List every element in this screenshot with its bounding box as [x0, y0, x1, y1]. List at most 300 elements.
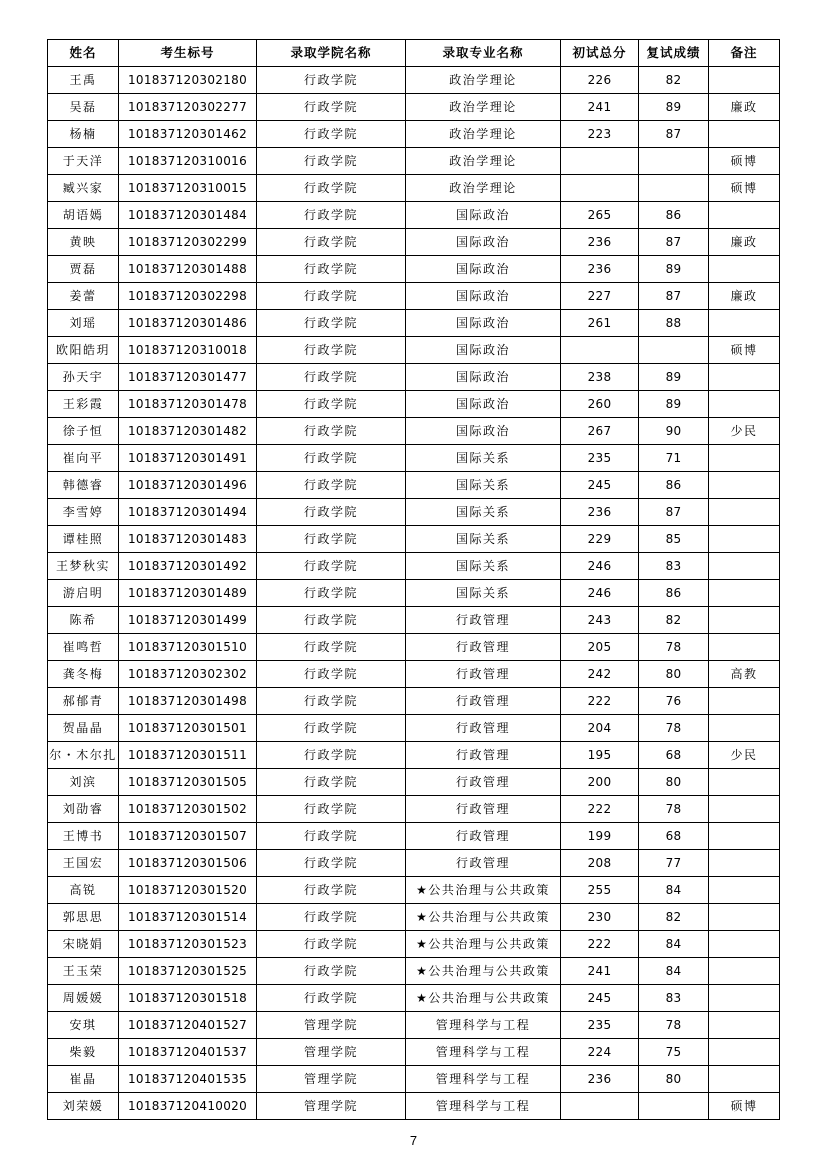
cell-initial-score — [561, 175, 639, 202]
cell-major: ★公共治理与公共政策 — [406, 985, 561, 1012]
cell-name: 王博书 — [48, 823, 119, 850]
cell-remarks — [709, 877, 780, 904]
cell-major: 国际政治 — [406, 256, 561, 283]
cell-college: 行政学院 — [257, 769, 406, 796]
cell-retest-score: 82 — [639, 67, 709, 94]
cell-retest-score: 84 — [639, 877, 709, 904]
table-row — [48, 148, 780, 175]
cell-major: 政治学理论 — [406, 121, 561, 148]
cell-exam-id: 101837120310015 — [119, 175, 257, 202]
cell-initial-score: 243 — [561, 607, 639, 634]
cell-remarks — [709, 904, 780, 931]
cell-exam-id: 101837120301494 — [119, 499, 257, 526]
cell-name: 崔鸣哲 — [48, 634, 119, 661]
cell-major: 管理科学与工程 — [406, 1093, 561, 1120]
cell-exam-id: 101837120302299 — [119, 229, 257, 256]
cell-exam-id: 101837120401527 — [119, 1012, 257, 1039]
cell-remarks — [709, 1012, 780, 1039]
cell-remarks — [709, 796, 780, 823]
cell-retest-score: 89 — [639, 391, 709, 418]
cell-exam-id: 101837120310016 — [119, 148, 257, 175]
cell-name: 谭桂照 — [48, 526, 119, 553]
cell-initial-score: 195 — [561, 742, 639, 769]
cell-initial-score: 208 — [561, 850, 639, 877]
table-row — [48, 94, 780, 121]
cell-retest-score: 85 — [639, 526, 709, 553]
cell-exam-id: 101837120301525 — [119, 958, 257, 985]
cell-initial-score — [561, 148, 639, 175]
table-row — [48, 67, 780, 94]
cell-name: 刘滨 — [48, 769, 119, 796]
admission-table — [47, 39, 780, 1120]
cell-name: 陈希 — [48, 607, 119, 634]
cell-retest-score: 78 — [639, 1012, 709, 1039]
cell-name: 龚冬梅 — [48, 661, 119, 688]
cell-major: 国际政治 — [406, 229, 561, 256]
cell-remarks — [709, 634, 780, 661]
cell-college: 行政学院 — [257, 985, 406, 1012]
cell-name: 贾磊 — [48, 256, 119, 283]
cell-remarks: 硕博 — [709, 175, 780, 202]
cell-college: 管理学院 — [257, 1093, 406, 1120]
cell-name: 郝郁青 — [48, 688, 119, 715]
cell-exam-id: 101837120401537 — [119, 1039, 257, 1066]
cell-name: 贺晶晶 — [48, 715, 119, 742]
cell-retest-score: 68 — [639, 823, 709, 850]
cell-college: 行政学院 — [257, 337, 406, 364]
table-row — [48, 283, 780, 310]
cell-exam-id: 101837120301520 — [119, 877, 257, 904]
cell-remarks — [709, 715, 780, 742]
cell-initial-score: 245 — [561, 985, 639, 1012]
cell-college: 行政学院 — [257, 958, 406, 985]
cell-college: 行政学院 — [257, 175, 406, 202]
cell-initial-score: 229 — [561, 526, 639, 553]
cell-college: 行政学院 — [257, 661, 406, 688]
cell-college: 行政学院 — [257, 634, 406, 661]
cell-college: 管理学院 — [257, 1012, 406, 1039]
cell-remarks: 少民 — [709, 418, 780, 445]
cell-remarks — [709, 499, 780, 526]
cell-name: 王禹 — [48, 67, 119, 94]
cell-college: 行政学院 — [257, 391, 406, 418]
table-row — [48, 1093, 780, 1120]
cell-name: 游启明 — [48, 580, 119, 607]
table-row — [48, 742, 780, 769]
cell-major: ★公共治理与公共政策 — [406, 931, 561, 958]
table-row — [48, 796, 780, 823]
cell-major: 行政管理 — [406, 715, 561, 742]
cell-college: 行政学院 — [257, 94, 406, 121]
cell-retest-score: 89 — [639, 94, 709, 121]
cell-initial-score: 236 — [561, 256, 639, 283]
cell-retest-score: 82 — [639, 904, 709, 931]
table-row — [48, 985, 780, 1012]
cell-exam-id: 101837120301505 — [119, 769, 257, 796]
cell-name: 姜蕾 — [48, 283, 119, 310]
cell-initial-score: 246 — [561, 553, 639, 580]
header-name: 姓名 — [48, 40, 119, 67]
cell-initial-score: 204 — [561, 715, 639, 742]
table-row — [48, 310, 780, 337]
cell-initial-score: 260 — [561, 391, 639, 418]
cell-major: 国际政治 — [406, 391, 561, 418]
cell-name: 郭思思 — [48, 904, 119, 931]
cell-exam-id: 101837120301462 — [119, 121, 257, 148]
cell-remarks — [709, 850, 780, 877]
cell-name: 臧兴家 — [48, 175, 119, 202]
cell-college: 行政学院 — [257, 499, 406, 526]
cell-name: 韩德睿 — [48, 472, 119, 499]
cell-name: 崔向平 — [48, 445, 119, 472]
cell-retest-score: 87 — [639, 121, 709, 148]
cell-remarks — [709, 688, 780, 715]
cell-major: 行政管理 — [406, 607, 561, 634]
cell-retest-score: 83 — [639, 553, 709, 580]
cell-retest-score: 82 — [639, 607, 709, 634]
cell-initial-score: 255 — [561, 877, 639, 904]
cell-retest-score — [639, 175, 709, 202]
cell-remarks — [709, 553, 780, 580]
cell-college: 行政学院 — [257, 742, 406, 769]
cell-remarks: 廉政 — [709, 283, 780, 310]
cell-major: ★公共治理与公共政策 — [406, 904, 561, 931]
cell-college: 管理学院 — [257, 1066, 406, 1093]
table-row — [48, 418, 780, 445]
cell-initial-score — [561, 337, 639, 364]
cell-major: 国际政治 — [406, 310, 561, 337]
cell-major: 国际政治 — [406, 364, 561, 391]
cell-major: 国际关系 — [406, 553, 561, 580]
table-row — [48, 823, 780, 850]
cell-exam-id: 101837120301482 — [119, 418, 257, 445]
cell-name: 高锐 — [48, 877, 119, 904]
cell-major: 行政管理 — [406, 688, 561, 715]
cell-remarks — [709, 985, 780, 1012]
cell-retest-score — [639, 337, 709, 364]
cell-name: 欧阳皓玥 — [48, 337, 119, 364]
cell-college: 行政学院 — [257, 877, 406, 904]
cell-college: 行政学院 — [257, 148, 406, 175]
cell-exam-id: 101837120401535 — [119, 1066, 257, 1093]
cell-name: 周媛媛 — [48, 985, 119, 1012]
cell-major: 管理科学与工程 — [406, 1012, 561, 1039]
cell-name: 王梦秋实 — [48, 553, 119, 580]
cell-initial-score: 245 — [561, 472, 639, 499]
cell-exam-id: 101837120301484 — [119, 202, 257, 229]
cell-major: 国际关系 — [406, 445, 561, 472]
cell-retest-score: 89 — [639, 256, 709, 283]
header-retest-score: 复试成绩 — [639, 40, 709, 67]
cell-retest-score: 84 — [639, 931, 709, 958]
cell-name: 徐子恒 — [48, 418, 119, 445]
cell-retest-score: 68 — [639, 742, 709, 769]
cell-retest-score: 80 — [639, 769, 709, 796]
cell-exam-id: 101837120301506 — [119, 850, 257, 877]
cell-college: 行政学院 — [257, 580, 406, 607]
cell-exam-id: 101837120301501 — [119, 715, 257, 742]
cell-major: 行政管理 — [406, 850, 561, 877]
cell-remarks — [709, 607, 780, 634]
cell-initial-score: 236 — [561, 1066, 639, 1093]
cell-retest-score: 78 — [639, 796, 709, 823]
cell-name: 孙天宇 — [48, 364, 119, 391]
cell-exam-id: 101837120301499 — [119, 607, 257, 634]
table-row — [48, 904, 780, 931]
cell-exam-id: 101837120410020 — [119, 1093, 257, 1120]
cell-major: 国际政治 — [406, 418, 561, 445]
cell-major: 行政管理 — [406, 742, 561, 769]
cell-remarks: 少民 — [709, 742, 780, 769]
table-row — [48, 931, 780, 958]
cell-initial-score: 238 — [561, 364, 639, 391]
table-row — [48, 553, 780, 580]
cell-major: 国际关系 — [406, 580, 561, 607]
cell-remarks — [709, 202, 780, 229]
cell-major: 行政管理 — [406, 661, 561, 688]
cell-name: 李雪婷 — [48, 499, 119, 526]
cell-remarks: 廉政 — [709, 229, 780, 256]
cell-exam-id: 101837120302302 — [119, 661, 257, 688]
cell-exam-id: 101837120301478 — [119, 391, 257, 418]
cell-retest-score: 80 — [639, 1066, 709, 1093]
cell-major: 政治学理论 — [406, 175, 561, 202]
table-row — [48, 472, 780, 499]
cell-retest-score: 71 — [639, 445, 709, 472]
cell-exam-id: 101837120301511 — [119, 742, 257, 769]
cell-name: 刘瑶 — [48, 310, 119, 337]
table-row — [48, 337, 780, 364]
cell-remarks: 硕博 — [709, 148, 780, 175]
cell-college: 行政学院 — [257, 850, 406, 877]
cell-exam-id: 101837120301518 — [119, 985, 257, 1012]
table-row — [48, 445, 780, 472]
cell-exam-id: 101837120302298 — [119, 283, 257, 310]
cell-initial-score: 222 — [561, 688, 639, 715]
cell-remarks: 硕博 — [709, 1093, 780, 1120]
table-row — [48, 256, 780, 283]
cell-remarks — [709, 823, 780, 850]
cell-exam-id: 101837120301488 — [119, 256, 257, 283]
cell-college: 行政学院 — [257, 823, 406, 850]
cell-college: 行政学院 — [257, 67, 406, 94]
cell-retest-score: 86 — [639, 472, 709, 499]
cell-college: 行政学院 — [257, 796, 406, 823]
cell-initial-score: 242 — [561, 661, 639, 688]
cell-retest-score: 87 — [639, 499, 709, 526]
cell-initial-score: 224 — [561, 1039, 639, 1066]
cell-retest-score: 87 — [639, 229, 709, 256]
cell-college: 行政学院 — [257, 526, 406, 553]
cell-retest-score: 90 — [639, 418, 709, 445]
cell-remarks — [709, 310, 780, 337]
cell-remarks — [709, 931, 780, 958]
cell-college: 行政学院 — [257, 931, 406, 958]
cell-name: 宋晓娟 — [48, 931, 119, 958]
cell-remarks — [709, 391, 780, 418]
cell-initial-score: 222 — [561, 931, 639, 958]
table-body — [48, 67, 780, 1120]
cell-major: 国际政治 — [406, 202, 561, 229]
cell-initial-score — [561, 1093, 639, 1120]
cell-remarks — [709, 445, 780, 472]
cell-initial-score: 236 — [561, 499, 639, 526]
cell-major: 政治学理论 — [406, 94, 561, 121]
cell-college: 行政学院 — [257, 688, 406, 715]
cell-exam-id: 101837120301514 — [119, 904, 257, 931]
cell-retest-score: 83 — [639, 985, 709, 1012]
cell-college: 行政学院 — [257, 472, 406, 499]
cell-college: 行政学院 — [257, 283, 406, 310]
cell-college: 行政学院 — [257, 121, 406, 148]
cell-exam-id: 101837120301489 — [119, 580, 257, 607]
cell-initial-score: 223 — [561, 121, 639, 148]
cell-name: 胡语嫣 — [48, 202, 119, 229]
cell-name: 崔晶 — [48, 1066, 119, 1093]
cell-college: 行政学院 — [257, 904, 406, 931]
table-row — [48, 688, 780, 715]
cell-college: 行政学院 — [257, 715, 406, 742]
table-row — [48, 1039, 780, 1066]
cell-retest-score — [639, 1093, 709, 1120]
cell-retest-score: 78 — [639, 634, 709, 661]
cell-college: 行政学院 — [257, 256, 406, 283]
table-header-row — [48, 40, 780, 67]
cell-initial-score: 205 — [561, 634, 639, 661]
cell-major: 行政管理 — [406, 769, 561, 796]
table-row — [48, 607, 780, 634]
cell-retest-score: 80 — [639, 661, 709, 688]
cell-remarks — [709, 958, 780, 985]
cell-major: 行政管理 — [406, 823, 561, 850]
cell-exam-id: 101837120301483 — [119, 526, 257, 553]
cell-initial-score: 222 — [561, 796, 639, 823]
cell-college: 行政学院 — [257, 445, 406, 472]
cell-remarks — [709, 121, 780, 148]
cell-retest-score: 87 — [639, 283, 709, 310]
cell-retest-score: 78 — [639, 715, 709, 742]
cell-college: 行政学院 — [257, 418, 406, 445]
cell-name: 刘荣媛 — [48, 1093, 119, 1120]
cell-retest-score: 89 — [639, 364, 709, 391]
table-row — [48, 391, 780, 418]
cell-retest-score: 86 — [639, 202, 709, 229]
cell-initial-score: 199 — [561, 823, 639, 850]
cell-name: 王玉荣 — [48, 958, 119, 985]
cell-major: 国际政治 — [406, 337, 561, 364]
table-row — [48, 634, 780, 661]
table-row — [48, 769, 780, 796]
cell-major: 管理科学与工程 — [406, 1066, 561, 1093]
cell-remarks — [709, 256, 780, 283]
cell-major: 行政管理 — [406, 634, 561, 661]
cell-remarks: 硕博 — [709, 337, 780, 364]
cell-major: 行政管理 — [406, 796, 561, 823]
header-college: 录取学院名称 — [257, 40, 406, 67]
header-exam-id: 考生标号 — [119, 40, 257, 67]
cell-initial-score: 265 — [561, 202, 639, 229]
cell-major: 政治学理论 — [406, 67, 561, 94]
cell-exam-id: 101837120301496 — [119, 472, 257, 499]
cell-initial-score: 226 — [561, 67, 639, 94]
page-number: 7 — [409, 1133, 418, 1148]
table-row — [48, 229, 780, 256]
cell-initial-score: 227 — [561, 283, 639, 310]
cell-exam-id: 101837120302180 — [119, 67, 257, 94]
cell-initial-score: 241 — [561, 94, 639, 121]
cell-remarks — [709, 1066, 780, 1093]
cell-retest-score: 84 — [639, 958, 709, 985]
cell-remarks — [709, 580, 780, 607]
cell-remarks — [709, 67, 780, 94]
cell-major: 政治学理论 — [406, 148, 561, 175]
table-row — [48, 580, 780, 607]
cell-exam-id: 101837120310018 — [119, 337, 257, 364]
table-row — [48, 202, 780, 229]
table-row — [48, 661, 780, 688]
cell-name: 刘劭睿 — [48, 796, 119, 823]
cell-name: 吴磊 — [48, 94, 119, 121]
cell-major: ★公共治理与公共政策 — [406, 958, 561, 985]
cell-remarks — [709, 472, 780, 499]
cell-name: 于天洋 — [48, 148, 119, 175]
cell-major: 国际政治 — [406, 283, 561, 310]
header-initial-score: 初试总分 — [561, 40, 639, 67]
cell-initial-score: 230 — [561, 904, 639, 931]
cell-college: 行政学院 — [257, 553, 406, 580]
cell-college: 管理学院 — [257, 1039, 406, 1066]
cell-name: 王国宏 — [48, 850, 119, 877]
cell-retest-score: 88 — [639, 310, 709, 337]
cell-major: ★公共治理与公共政策 — [406, 877, 561, 904]
cell-initial-score: 200 — [561, 769, 639, 796]
cell-exam-id: 101837120301486 — [119, 310, 257, 337]
cell-name: 黄映 — [48, 229, 119, 256]
cell-exam-id: 101837120301498 — [119, 688, 257, 715]
cell-initial-score: 267 — [561, 418, 639, 445]
table-row — [48, 850, 780, 877]
table-row — [48, 364, 780, 391]
cell-initial-score: 236 — [561, 229, 639, 256]
cell-major: 国际关系 — [406, 499, 561, 526]
cell-name: 柴毅 — [48, 1039, 119, 1066]
cell-college: 行政学院 — [257, 229, 406, 256]
cell-name: 尔・木尔扎 — [48, 742, 119, 769]
cell-initial-score: 235 — [561, 1012, 639, 1039]
cell-retest-score — [639, 148, 709, 175]
header-remarks: 备注 — [709, 40, 780, 67]
cell-college: 行政学院 — [257, 364, 406, 391]
cell-initial-score: 246 — [561, 580, 639, 607]
cell-exam-id: 101837120302277 — [119, 94, 257, 121]
cell-major: 管理科学与工程 — [406, 1039, 561, 1066]
cell-remarks — [709, 364, 780, 391]
cell-name: 王彩霞 — [48, 391, 119, 418]
cell-exam-id: 101837120301510 — [119, 634, 257, 661]
cell-exam-id: 101837120301502 — [119, 796, 257, 823]
cell-exam-id: 101837120301492 — [119, 553, 257, 580]
table-row — [48, 175, 780, 202]
cell-major: 国际关系 — [406, 472, 561, 499]
cell-initial-score: 241 — [561, 958, 639, 985]
cell-remarks — [709, 1039, 780, 1066]
cell-initial-score: 261 — [561, 310, 639, 337]
cell-college: 行政学院 — [257, 310, 406, 337]
cell-remarks: 廉政 — [709, 94, 780, 121]
table-row — [48, 877, 780, 904]
table-row — [48, 958, 780, 985]
cell-name: 杨楠 — [48, 121, 119, 148]
